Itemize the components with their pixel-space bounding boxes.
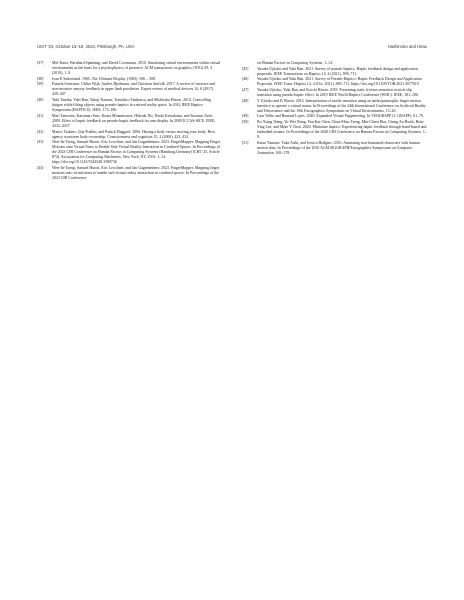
reference-text: Yusuke Ujitoko, Yuki Ban, and Koichi Hirota. 2019. Presenting static friction sensation at stick-slip transition using pseudo-haptic effect. In 2019 IEEE World Haptics Conference (WHC). IEEE, 181–186. (257, 88, 419, 98)
reference-entry (37, 140, 222, 165)
reference-number: [43] (37, 140, 44, 145)
reference-text: Luiz Velho and Bernard Lopes. 2020. Expanded Virtual Puppeteering. In VISIGRAPP (1: GRAPP). 61–79. (257, 114, 424, 119)
reference-entry (242, 67, 427, 77)
reference-number: [46] (242, 77, 249, 82)
reference-entry (37, 77, 222, 82)
running-header (37, 44, 427, 49)
reference-text: Katsu Yamane, Yuka Ariki, and Jessica Hodgins. 2010. Animating non-humanoid characters with human motion data. In Proceedings of the 2010 ACM SIGGRAPH/Eurographics Symposium on Computer Animation. 169–178. (257, 140, 420, 155)
reference-text: Wen-Jie Tseng, Samuel Huron, Eric Lecolinet, and Jan Gugenheimer. 2023. FingerMapper: Mapping Finger Motions onto Virtual Arms to Enable Safe Virtual Reality Interaction in Confined Spaces. In Proceedings of the 2023 CHI Conference on Human Factors in Computing Systems (Hamburg,Germany) (CHI ’23, Article 874). Association for Computing Machinery, New York, NY, USA, 1–14. https://doi.org/10.1145/3544548.3580736 (52, 140, 221, 165)
reference-text: Ivan E Sutherland. 1965. The Ultimate Display. (1965), 506 – 508. (52, 76, 156, 81)
reference-entry (242, 141, 427, 156)
reference-entry (242, 77, 427, 87)
reference-entry (37, 130, 222, 140)
reference-entry (242, 120, 427, 140)
reference-number: [37] (37, 61, 44, 65)
references-right-column (242, 61, 427, 157)
reference-text: Mel Slater, Bernhard Spanlang, and David Corominas. 2010. Simulating virtual environments within virtual environments as the basis for a psychophysics of presence. ACM transactions on graphics (TOG) 29, 4 (2010), 1–9. (52, 61, 221, 76)
reference-text: Manos Tsakiris, Gita Prabhu, and Patrick Haggard. 2006. Having a body versus moving your body: How agency structures body-ownership. Consciousness and cognition 15, 2 (2006), 423–432. (52, 129, 216, 139)
header-authors: Hashimoto and Hirao (387, 44, 427, 49)
reference-number: [40] (37, 98, 44, 103)
reference-entry (37, 166, 222, 181)
reference-text: Yusuke Ujitoko and Yuki Ban. 2021. Survey of Pseudo-Haptics: Haptic Feedback Design and Application Proposals. IEEE Trans. Haptics 14, 4 (Oct. 2021), 699–711. https://doi.org/10.1109/TOH.2021.3077619 (257, 77, 422, 87)
reference-number: [39] (37, 82, 44, 87)
reference-number: [48] (242, 98, 249, 103)
reference-entry (37, 98, 222, 113)
reference-text: Y Ujitoko and K Hirota. 2014. Interpretation of tactile sensation using an anthropomorphic finger motion interface to operate a virtual avatar. In Proceedings of the 24th International Conference on Artificial Reality and Telexistence and the 19th Eurographics Symposium on Virtual Environments. 15–20. (257, 98, 426, 113)
reference-number: [47] (242, 88, 249, 93)
reference-entry (242, 88, 427, 98)
reference-number: [51] (242, 140, 249, 145)
reference-text: Yusuke Ujitoko and Yuki Ban. 2021. Survey of pseudo-haptics: Haptic feedback design and application proposals. IEEE Transactions on Haptics 14, 4 (2021), 699–711. (257, 66, 418, 76)
reference-number: [45] (242, 66, 249, 71)
reference-number (242, 61, 257, 66)
reference-text: Yuki Tanaka, Yuki Ban, Takuji Narumi, Tomohiro Tanikawa, and Michitaka Hirose. 2014. Controlling fatigue while lifting objects using pseudo-haptics in a mixed reality space. In 2014 IEEE Haptics Symposium (HAPTICS). IEEE, 175–180. (52, 98, 211, 113)
reference-text: Mari Tatezono, Katsunari Sato, Kouta Minamizawa, Hideaki Nii, Naoki Kawakami, and Susumu Tachi. 2009. Effect of haptic feedback on pseudo-haptic feedback for arm display. In 2009 ICCAS-SICE. IEEE, 4332–4337. (52, 113, 216, 128)
reference-entry (37, 114, 222, 129)
reference-number: [38] (37, 76, 44, 81)
reference-text: Bo-Xiang Wang, Yu-Wei Wang, Yen-Kai Chen, Chun-Miao Tseng, Min-Chien Hsu, Cheng An Hsieh, Hsin-Ying Lee, and Mike Y Chen. 2020. Miniature haptics: Experiencing haptic feedback through hand-based and embodied avatars. In Proceedings of the 2020 CHI Conference on Human Factors in Computing Systems. 1–8. (257, 120, 427, 140)
reference-text: on Human Factors in Computing Systems. 1–14. (257, 61, 333, 65)
reference-entry (37, 82, 222, 97)
reference-entry (242, 99, 427, 114)
reference-text: Wen-Jie Tseng, Samuel Huron, Eric Lecolinet, and Jan Gugenheimer. 2023. FingerMapper: Mapping finger motions onto virtual arms to enable safe virtual reality interaction in confined spaces. In Proceedings of the 2023 CHI Conference (52, 166, 220, 181)
reference-text: Pamela Svensson, Ulrika Wijk, Anders Björkman, and Christian Antfolk. 2017. A review of invasive and non-invasive sensory feedback in upper limb prostheses. Expert review of medical devices 14, 6 (2017), 439–447. (52, 82, 216, 97)
header-venue: UIST ’24, October 13–16, 2024, Pittsburgh, PA, USA (37, 44, 135, 49)
reference-number: [42] (37, 129, 44, 134)
reference-continuation (242, 61, 427, 66)
reference-entry (37, 61, 222, 76)
reference-number: [49] (242, 114, 249, 119)
reference-number: [50] (242, 120, 249, 125)
reference-number: [44] (37, 166, 44, 171)
reference-entry (242, 114, 427, 119)
references-left-column (37, 61, 222, 182)
reference-number: [41] (37, 113, 44, 118)
